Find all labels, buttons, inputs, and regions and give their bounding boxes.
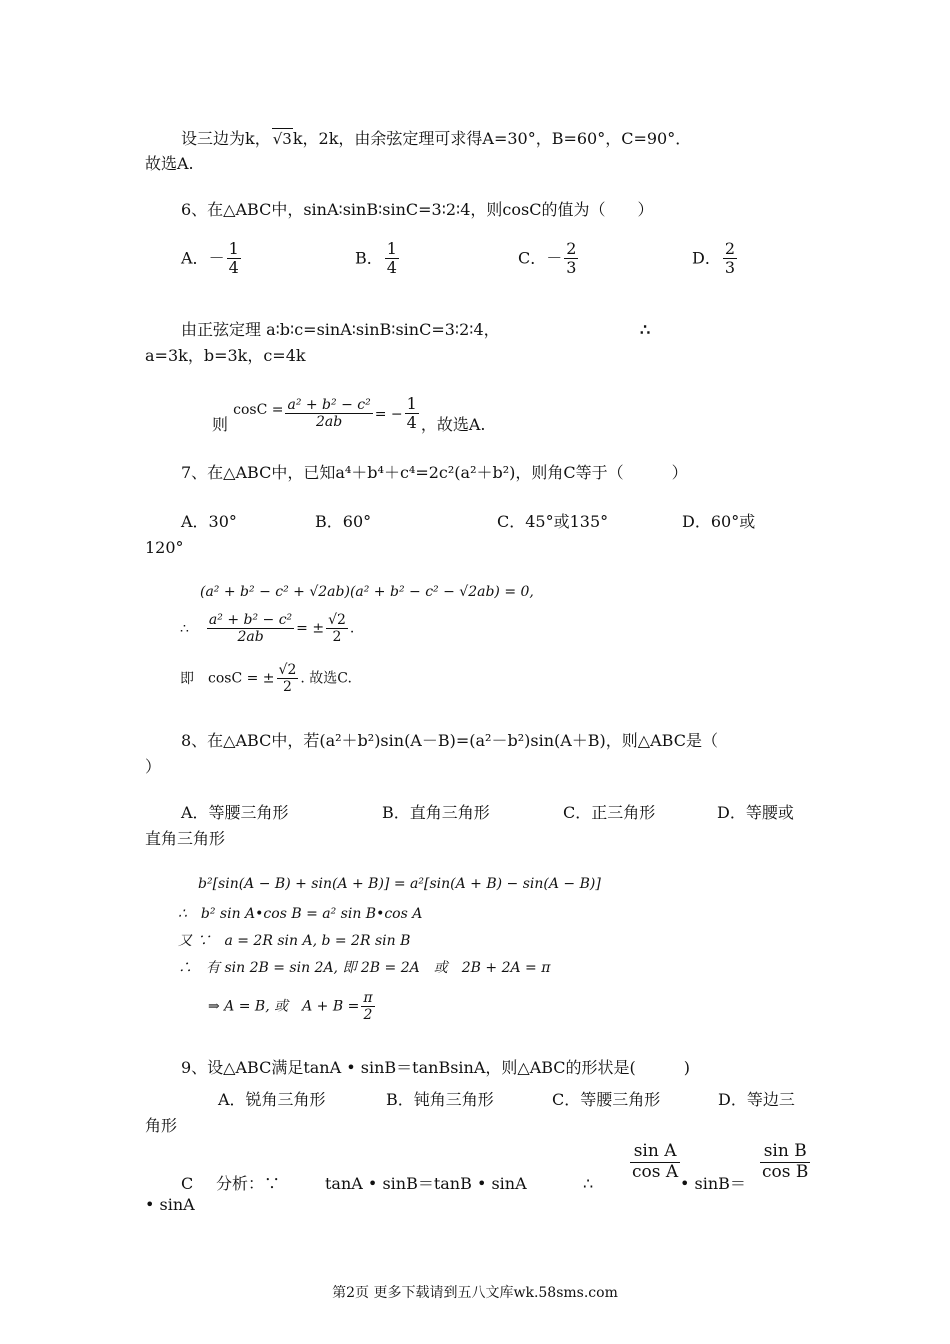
q9-option-d: D．等边三 [718, 1090, 795, 1109]
sqrt-value: 3 [282, 130, 292, 148]
denominator: 3 [724, 258, 736, 278]
q8-option-d-cont: 直角三角形 [145, 829, 226, 848]
denominator: 2 [326, 628, 348, 645]
q7-math-line2 [180, 612, 354, 645]
q7-option-d-cont: 120° [145, 538, 184, 557]
numerator: a² + b² − c² [287, 397, 371, 414]
numerator: sin A [633, 1141, 677, 1161]
numerator: 1 [228, 239, 239, 258]
q7-option-d: D．60°或 [682, 512, 756, 531]
fraction [227, 240, 241, 278]
q8-math-line5 [208, 990, 377, 1023]
fraction [405, 395, 419, 433]
fraction [277, 662, 299, 695]
plus-minus: = ± [296, 620, 325, 637]
denominator: 4 [228, 258, 239, 278]
numerator: √2 [278, 662, 297, 678]
q6-option-c [518, 240, 580, 278]
q6-solution-line2: a=3k，b=3k，c=4k [145, 346, 306, 365]
q6-option-a [181, 240, 243, 278]
q8-implies: ⇒ A = B, 或 A + B = [208, 998, 360, 1015]
q5-text-b: k，2k，由余弦定理可求得A=30°，B=60°，C=90°． [292, 129, 692, 148]
denominator: cos A [632, 1161, 679, 1182]
ze-text: 则 [212, 415, 229, 435]
fraction [207, 612, 294, 645]
numerator: √2 [328, 612, 346, 628]
q8-math-line1: b²[sin(A − B) + sin(A + B)] = a²[sin(A + B) − sin(A − B)] [198, 876, 601, 892]
denominator: cos B [762, 1161, 809, 1182]
therefore-symbol: ∴ [180, 620, 189, 637]
fraction [630, 1142, 680, 1182]
q7-option-a: A．30° [181, 512, 237, 531]
q9-sol-fraction-1 [628, 1142, 682, 1182]
q8-math-line4: ∴ 有 sin 2B = sin 2A, 即 2B = 2A 或 2B + 2A = π [178, 960, 551, 976]
fraction [326, 612, 348, 645]
q8-option-d: D．等腰或 [717, 803, 794, 822]
denominator: 2ab [207, 628, 294, 645]
therefore-symbol: ∴ [640, 320, 651, 339]
denominator: 3 [566, 258, 577, 278]
q8-math-line2: ∴ b² sin A•cos B = a² sin B•cos A [178, 906, 423, 922]
q5-solution-line1 [181, 128, 691, 149]
q9-sol-fraction-2 [758, 1142, 812, 1182]
q6-solution-line1 [181, 320, 500, 340]
numerator: 2 [724, 239, 736, 258]
q9-sol-mid: • sinB＝ [680, 1174, 746, 1193]
q6-sol-text: 由正弦定理 a∶b∶c=sinA∶sinB∶sinC=3∶2∶4， [181, 320, 500, 339]
q9-option-d-cont: 角形 [145, 1116, 178, 1135]
q8-math-line3: 又 ∵ a = 2R sin A, b = 2R sin B [178, 933, 411, 949]
q6-stem: 6、在△ABC中，sinA∶sinB∶sinC=3∶2∶4，则cosC的值为（ ） [181, 200, 654, 219]
q6-tail: ，故选A. [420, 415, 486, 435]
option-sign: － [208, 248, 225, 268]
q7-math-line3 [180, 662, 352, 695]
q8-stem: 8、在△ABC中，若(a²＋b²)sin(A－B)=(a²－b²)sin(A＋B)，则△ABC是（ [181, 731, 718, 750]
q6-option-d [692, 240, 739, 278]
ji-text: 即 [180, 670, 194, 687]
option-label: A． [181, 248, 209, 268]
denominator: 4 [386, 258, 397, 278]
q6-option-b [355, 240, 401, 278]
q5-solution-line2: 故选A. [145, 154, 194, 173]
q7-option-b: B．60° [315, 512, 372, 531]
therefore-symbol: ∴ [583, 1174, 594, 1193]
numerator: π [363, 990, 373, 1006]
fraction [564, 240, 578, 278]
fraction [760, 1142, 810, 1182]
option-label: B． [355, 248, 383, 268]
fraction [385, 240, 399, 278]
fraction [285, 397, 372, 430]
sqrt-symbol: √3 [272, 130, 292, 148]
denominator: 2 [361, 1006, 374, 1023]
q6-solution-formula [212, 395, 485, 433]
q8-stem-cont: ） [145, 757, 162, 776]
numerator: 1 [406, 394, 417, 413]
equals: = − [374, 406, 403, 423]
denominator: 2ab [285, 413, 372, 430]
numerator: 2 [566, 239, 577, 258]
denominator: 4 [406, 413, 417, 433]
q9-stem: 9、设△ABC满足tanA • sinB＝tanBsinA，则△ABC的形状是( ) [181, 1058, 691, 1077]
denominator: 2 [277, 678, 299, 695]
q8-option-a: A．等腰三角形 [181, 803, 289, 822]
period: . [349, 620, 355, 637]
fraction [361, 990, 374, 1023]
q9-option-c: C．等腰三角形 [552, 1090, 661, 1109]
page-footer: 第2页 更多下载请到五八文库wk.58sms.com [332, 1285, 618, 1301]
q5-text-a: 设三边为k， [181, 129, 271, 148]
q9-sol-c: C [181, 1174, 194, 1193]
q9-sol-end: • sinA [145, 1195, 195, 1214]
q7-math-line1: (a² + b² − c² + √2ab)(a² + b² − c² − √2ab) = 0, [200, 584, 534, 600]
numerator: a² + b² − c² [208, 612, 293, 628]
q9-option-a: A．锐角三角形 [218, 1090, 326, 1109]
numerator: sin B [763, 1141, 807, 1161]
option-label: D． [692, 248, 721, 268]
q7-tail: . 故选C. [300, 670, 352, 687]
q7-option-c: C．45°或135° [497, 512, 609, 531]
cos-c: cosC = ± [208, 670, 275, 687]
fraction [723, 240, 737, 278]
q9-sol-equation: tanA • sinB＝tanB • sinA [325, 1174, 527, 1193]
q9-option-b: B．钝角三角形 [386, 1090, 494, 1109]
option-sign: － [546, 248, 563, 268]
q8-option-b: B．直角三角形 [382, 803, 490, 822]
cos-c: cosC = [233, 402, 284, 419]
numerator: 1 [386, 239, 397, 258]
option-label: C． [518, 248, 547, 268]
q7-stem: 7、在△ABC中，已知a⁴＋b⁴＋c⁴=2c²(a²＋b²)，则角C等于（ ） [181, 463, 688, 482]
q8-option-c: C．正三角形 [563, 803, 656, 822]
q9-sol-analysis: 分析：∵ [216, 1174, 281, 1193]
